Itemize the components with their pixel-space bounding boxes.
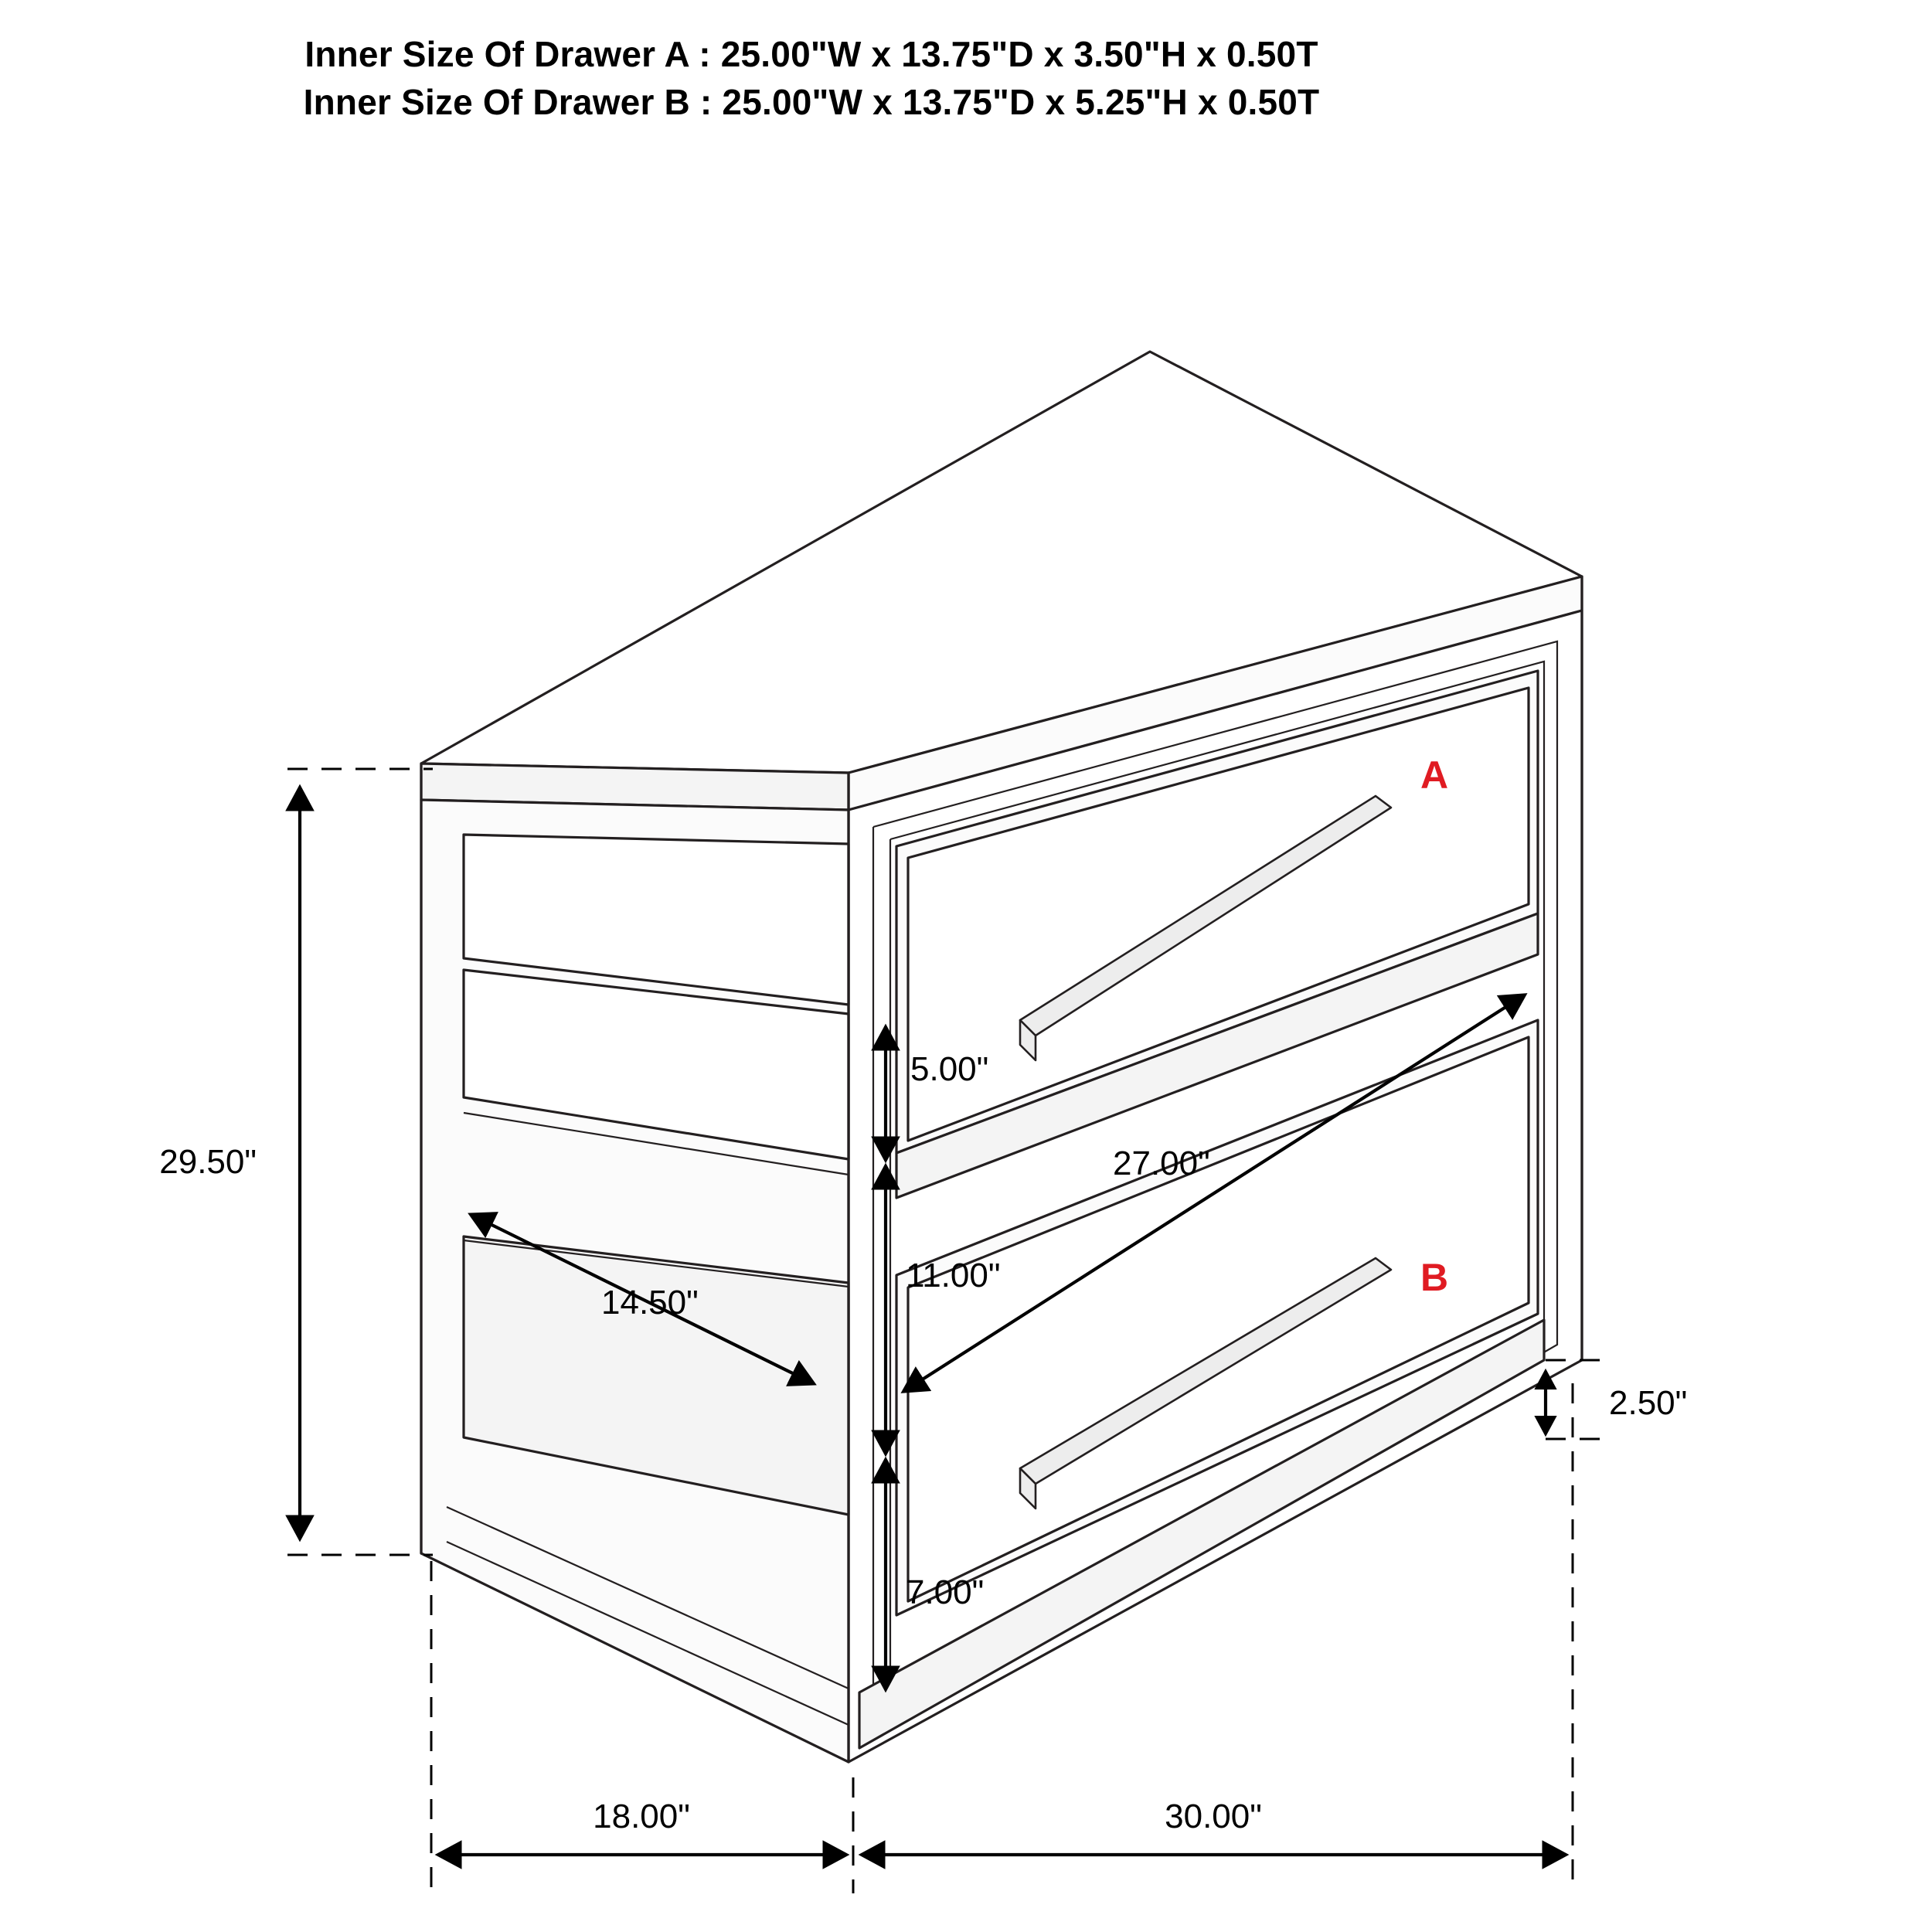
dim-overall-height <box>159 769 433 1555</box>
dim-label-side-depth: 14.50" <box>601 1284 699 1321</box>
drawer-a-inner-size-title: Inner Size Of Drawer A : 25.00"W x 13.75"D x 3.50"H x 0.50T <box>304 34 1318 74</box>
dim-label-drawer-b-opening: 11.00" <box>906 1257 1001 1294</box>
dim-label-base-height: 2.50" <box>1609 1384 1688 1422</box>
dim-base-height <box>1546 1360 1687 1439</box>
dim-label-overall-depth: 18.00" <box>593 1798 690 1835</box>
drawer-label-a: A <box>1420 753 1449 797</box>
dim-label-overall-height: 29.50" <box>159 1143 257 1181</box>
drawer-label-b: B <box>1420 1256 1449 1299</box>
cabinet-body <box>421 352 1582 1762</box>
dim-label-drawer-a-height: 5.00" <box>910 1050 989 1088</box>
dim-label-front-width: 27.00" <box>1113 1145 1210 1182</box>
dim-label-overall-width: 30.00" <box>1165 1798 1262 1835</box>
drawer-b-inner-size-title: Inner Size Of Drawer B : 25.00"W x 13.75"D x 5.25"H x 0.50T <box>303 81 1320 122</box>
dim-label-drawer-b-height: 7.00" <box>906 1573 985 1611</box>
